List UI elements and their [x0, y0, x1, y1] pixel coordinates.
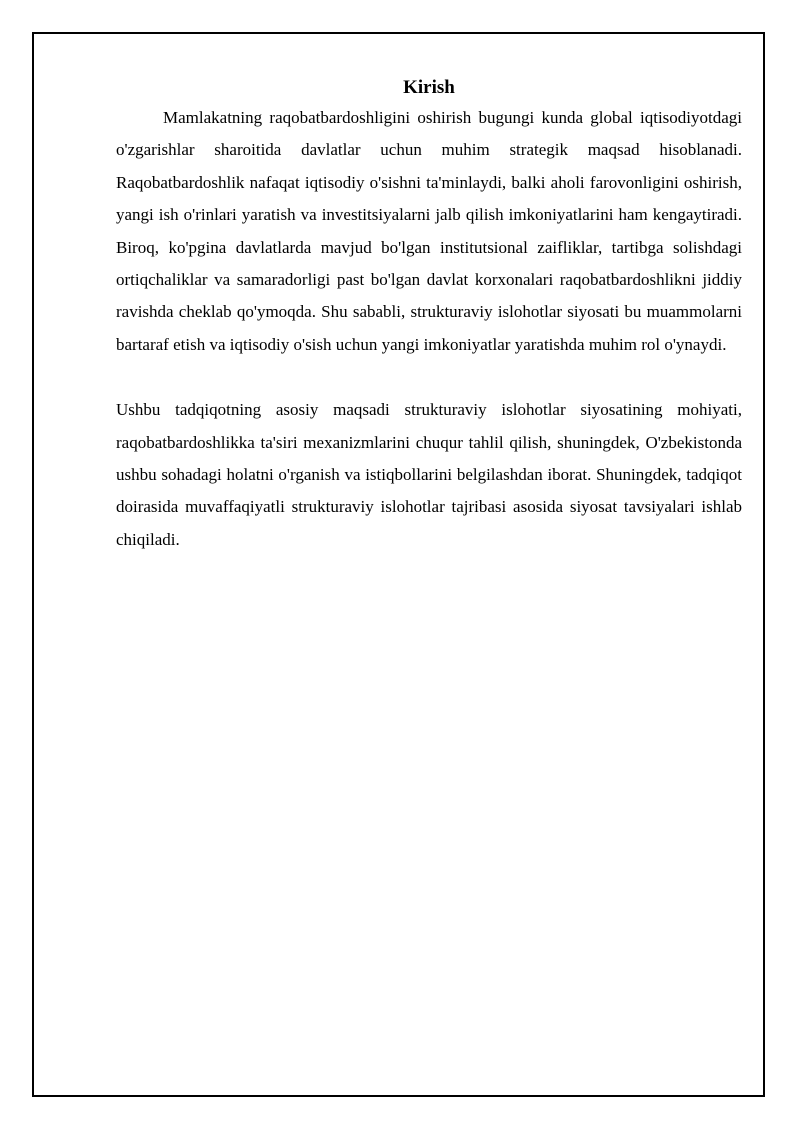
- paragraph-spacer: [116, 361, 742, 394]
- paragraph-intro: Mamlakatning raqobatbardoshligini oshirish bugungi kunda global iqtisodiyotdagi o'zgarishlar sharoitida davlatlar uchun muhim strategik maqsad hisoblanadi. Raqobatbardoshlik nafaqat iqtisodiy o'sishni ta'minlaydi, balki aholi farovonligini oshirish, yangi ish o'rinlari yaratish va investitsiyalarni jalb qilish imkoniyatlarini ham kengaytiradi. Biroq, ko'pgina davlatlarda mavjud bo'lgan institutsional zaifliklar, tartibga solishdagi ortiqchaliklar va samaradorligi past bo'lgan davlat korxonalari raqobatbardoshlikni jiddiy ravishda cheklab qo'ymoqda. Shu sababli, strukturaviy islohotlar siyosati bu muammolarni bartaraf etish va iqtisodiy o'sish uchun yangi imkoniyatlar yaratishda muhim rol o'ynaydi.: [116, 108, 742, 354]
- section-title: Kirish: [403, 77, 455, 98]
- document-body: [116, 74, 742, 556]
- paragraph-goal: Ushbu tadqiqotning asosiy maqsadi strukturaviy islohotlar siyosatining mohiyati, raqobatbardoshlikka ta'siri mexanizmlarini chuqur tahlil qilish, shuningdek, O'zbekistonda ushbu sohadagi holatni o'rganish va istiqbollarini belgilashdan iborat. Shuningdek, tadqiqot doirasida muvaffaqiyatli strukturaviy islohotlar tajribasi asosida siyosat tavsiyalari ishlab chiqiladi.: [116, 400, 742, 549]
